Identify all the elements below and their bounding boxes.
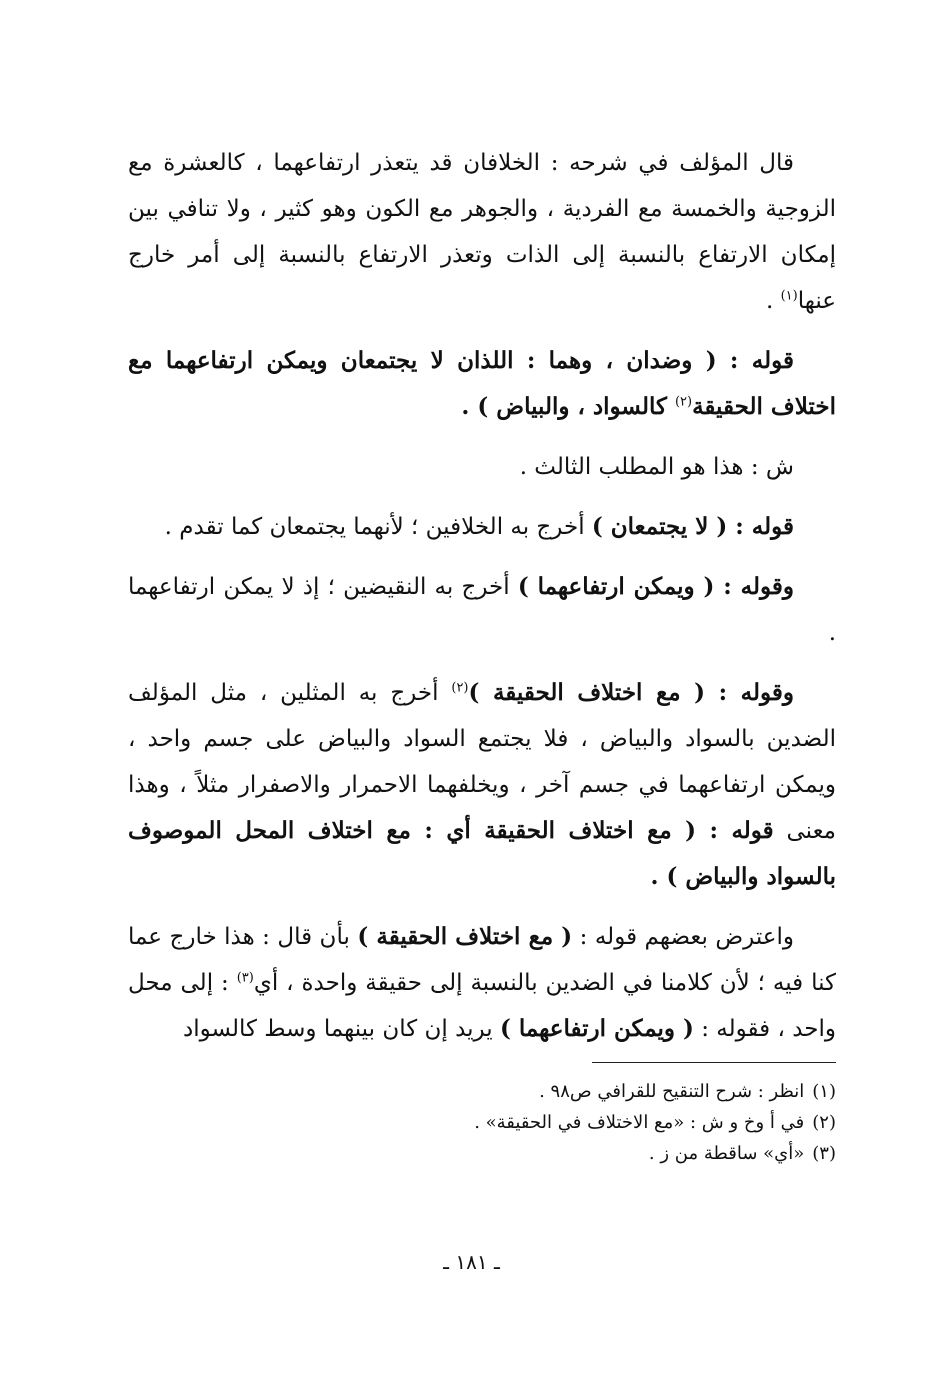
text-segment: واعترض بعضهم قوله : [572,924,794,950]
main-text [128,140,836,1066]
footnote-ref-1[interactable]: (١) [780,288,798,304]
text-segment: ش : هذا هو المطلب الثالث . [519,454,794,480]
footnote-text: «أي» ساقطة من ز . [648,1143,805,1164]
footnote-number: (٢) [812,1112,836,1133]
paragraph-4 [128,504,836,550]
text-segment: أخرج به المثلين ، مثل المؤلف الضدين بالسواد والبياض ، فلا يجتمع السواد والبياض على جسم واحد ، ويمكن ارتفاعهما في جسم آخر ، ويخلفهما الاحمرار والاصفرار مثلاً ، وهذا معنى [128,680,836,844]
footnotes [128,1076,836,1169]
paragraph-3 [128,444,836,490]
footnote-ref-2[interactable]: (٢) [451,680,469,696]
footnote-ref-3[interactable]: (٣) [236,970,254,986]
quoted-text: وقوله : ( ويمكن ارتفاعهما ) [517,573,794,600]
text-segment: بأن قال : هذا خارج عما كنا فيه ؛ لأن كلامنا في الضدين بالنسبة إلى حقيقة واحدة ، أي [128,924,836,996]
footnote-ref-2[interactable]: (٢) [674,394,693,410]
footnote-number: (١) [812,1081,836,1102]
quoted-text: قوله : ( لا يجتمعان ) [591,513,794,540]
footnote-text: في أ وخ و ش : «مع الاختلاف في الحقيقة» . [474,1112,805,1133]
text-segment: يريد إن كان بينهما وسط كالسواد [182,1016,500,1042]
quoted-text: ( ويمكن ارتفاعهما ) [499,1015,694,1042]
footnote-text: انظر : شرح التنقيح للقرافي ص٩٨ . [539,1081,805,1102]
footnote-2 [128,1107,836,1138]
quoted-text: ( مع اختلاف الحقيقة ) [357,923,573,950]
quoted-text: كالسواد ، والبياض ) . [461,393,675,420]
footnote-3 [128,1138,836,1169]
quoted-text: وقوله : ( مع اختلاف الحقيقة ) [468,679,794,706]
text-segment: : إلى محل واحد ، فقوله : [128,970,836,1042]
quoted-text: قوله : ( مع اختلاف الحقيقة أي : مع اختلاف المحل الموصوف بالسواد والبياض ) . [128,817,836,890]
paragraph-5 [128,564,836,656]
paragraph-2 [128,338,836,430]
paragraph-6 [128,670,836,900]
page-number: ـ ١٨١ ـ [443,1250,500,1274]
footnote-number: (٣) [812,1143,836,1164]
text-segment: . [765,288,781,314]
text-segment: أخرج به الخلافين ؛ لأنهما يجتمعان كما تقدم . [164,514,592,540]
footnote-separator [592,1062,836,1063]
footnote-1 [128,1076,836,1107]
text-segment: قال المؤلف في شرحه : الخلافان قد يتعذر ارتفاعهما ، كالعشرة مع الزوجية والخمسة مع الفردية ، والجوهر مع الكون وهو كثير ، ولا تنافي بين إمكان الارتفاع بالنسبة إلى الذات وتعذر الارتفاع بالنسبة إلى أمر خارج عنها [128,150,836,314]
quoted-text: قوله : ( وضدان ، وهما : اللذان لا يجتمعان ويمكن ارتفاعهما مع اختلاف الحقيقة [128,347,836,420]
text-segment: أخرج به النقيضين ؛ إذ لا يمكن ارتفاعهما . [128,574,836,646]
paragraph-7 [128,914,836,1052]
paragraph-1 [128,140,836,324]
